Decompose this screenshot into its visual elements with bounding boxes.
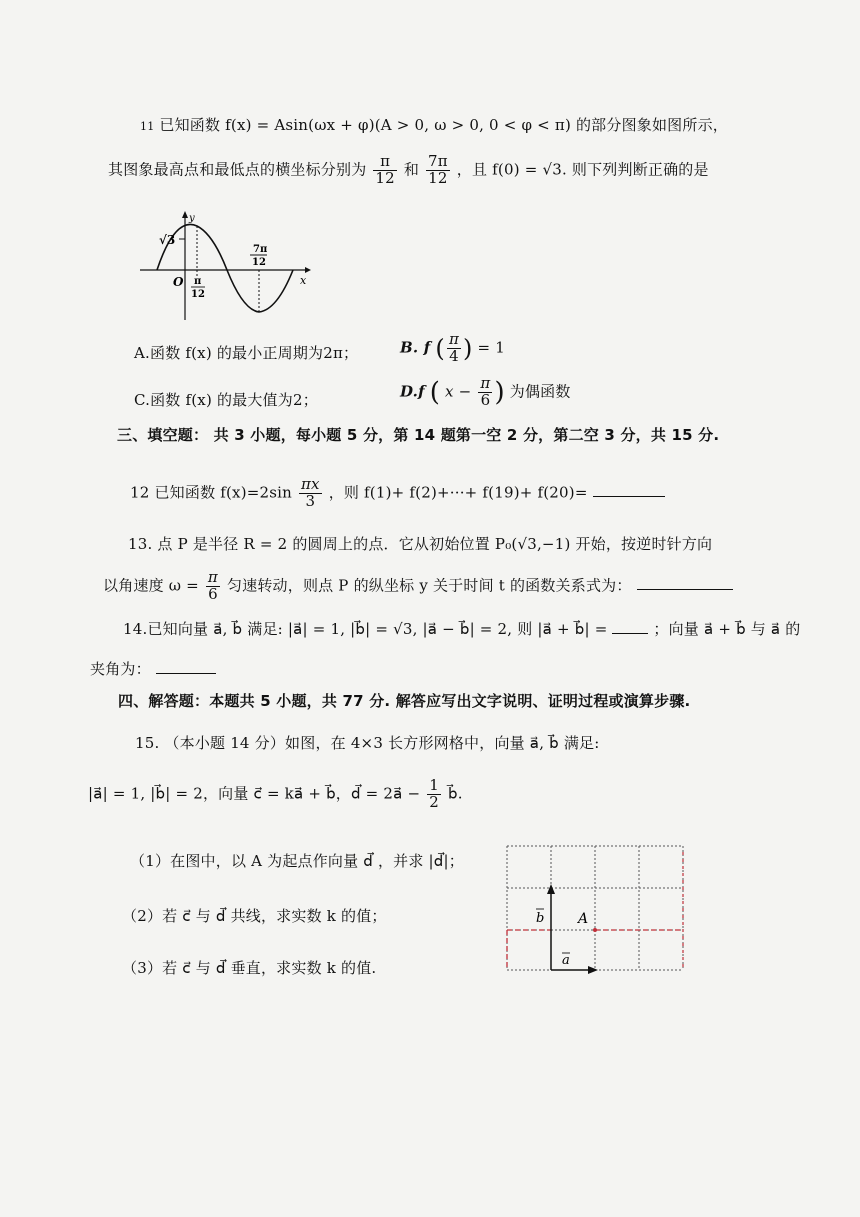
q11-option-b-frac: $\frac{\pi}{4}$: [448, 330, 459, 365]
q15-part-1: （1）在图中，以 A 为起点作向量 d⃗ ，并求 |d⃗|；: [130, 852, 464, 870]
q11-line1: [140, 114, 728, 135]
sine-curve: [157, 224, 293, 312]
q11-text-1: 已知函数 f(x) = Asin(ωx + φ)(A > 0, ω > 0, 0 < φ < π) 的部分图象如图所示，: [159, 116, 728, 134]
tick1-den: 12: [191, 289, 205, 300]
q12-number: 12: [130, 483, 150, 502]
section-3-heading: 三、填空题： 共 3 小题，每小题 5 分，第 14 题第一空 2 分，第二空 3 分，共 15 分.: [117, 426, 720, 444]
y-axis-label: y: [189, 213, 195, 224]
q11-option-c: C.函数 f(x) 的最大值为2；: [134, 391, 318, 409]
q14-line1: 14.已知向量 a⃗, b⃗ 满足: |a⃗| = 1, |b⃗| = √3, |a⃗ − b⃗| = 2, 则 |a⃗ + b⃗| = ；向量 a⃗ + b⃗ 与 a⃗ 的: [123, 620, 801, 638]
tick2-num: 7π: [253, 244, 268, 255]
q15-part-2: （2）若 c⃗ 与 d⃗ 共线，求实数 k 的值；: [122, 907, 387, 925]
label-point-A: A: [578, 911, 589, 927]
q13-frac: $\frac{\pi}{6}$: [207, 568, 218, 603]
q12-line: 12 已知函数 f(x)=2sin $\frac{\pi x}{3}$ ，则 f(1)+ f(2)+···+ f(19)+ f(20)=: [130, 477, 665, 510]
q14-answer-blank-1[interactable]: [612, 633, 648, 634]
q13-line1: 13. 点 P 是半径 R = 2 的圆周上的点．它从初始位置 P₀(√3,−1) 开始，按逆时针方向: [128, 535, 713, 553]
q15-line2: |a⃗| = 1, |b⃗| = 2，向量 c⃗ = ka⃗ + b⃗，d⃗ = 2a⃗ − $\frac{1}{2}$ b⃗.: [88, 776, 463, 811]
tick2-den: 12: [252, 257, 266, 268]
q11-option-b: B. f ( $\frac{\pi}{4}$ ) = 1: [400, 330, 506, 365]
section-4-heading: 四、解答题：本题共 5 小题，共 77 分. 解答应写出文字说明、证明过程或演算步骤.: [118, 692, 691, 710]
tick1-num: π: [194, 276, 202, 287]
q11-frac-1: $\frac{\pi}{12}$: [375, 152, 395, 187]
sqrt3-label: √3: [159, 233, 176, 247]
q12-frac: $\frac{\pi x}{3}$: [301, 475, 320, 510]
vector-a-arrowhead: [588, 966, 598, 974]
q11-option-d-frac: $\frac{\pi}{6}$: [480, 374, 491, 409]
q15-frac: $\frac{1}{2}$: [429, 776, 440, 811]
q11-number: 11: [140, 120, 155, 133]
q11-sine-graph: [135, 208, 315, 323]
label-b: b: [536, 911, 545, 926]
q11-and: 和: [403, 160, 420, 179]
x-axis-label: x: [300, 274, 307, 287]
y-axis-arrow: [182, 211, 188, 218]
q14-answer-blank-2[interactable]: [156, 673, 216, 674]
q11-text-2a: 其图象最高点和最低点的横坐标分别为: [108, 160, 367, 179]
label-a: a: [562, 953, 570, 968]
q15-part-3: （3）若 c⃗ 与 d⃗ 垂直，求实数 k 的值.: [122, 959, 377, 977]
point-a-dot: [593, 928, 597, 932]
q15-line1: 15. （本小题 14 分）如图，在 4×3 长方形网格中，向量 a⃗, b⃗ 满足:: [135, 734, 600, 752]
q11-option-d: D.f ( x − $\frac{\pi}{6}$ ) 为偶函数: [400, 374, 571, 409]
q13-line2: 以角速度 ω = $\frac{\pi}{6}$ 匀速转动，则点 P 的纵坐标 y 关于时间 t 的函数关系式为：: [103, 570, 733, 603]
origin-label: O: [173, 275, 184, 289]
q13-answer-blank[interactable]: [637, 589, 733, 590]
q12-answer-blank[interactable]: [593, 496, 665, 497]
vector-b-arrowhead: [547, 884, 555, 894]
grid-lines: [507, 846, 683, 970]
q11-line2: [108, 154, 709, 187]
q11-option-a: A.函数 f(x) 的最小正周期为2π；: [134, 344, 359, 362]
q15-grid-figure: [502, 842, 692, 978]
q14-line2: 夹角为：: [90, 658, 216, 679]
x-axis-arrow: [305, 267, 311, 273]
q11-frac-2: $\frac{7\pi}{12}$: [428, 152, 448, 187]
q11-text-2b: ，且 f(0) = √3. 则下列判断正确的是: [456, 160, 709, 179]
